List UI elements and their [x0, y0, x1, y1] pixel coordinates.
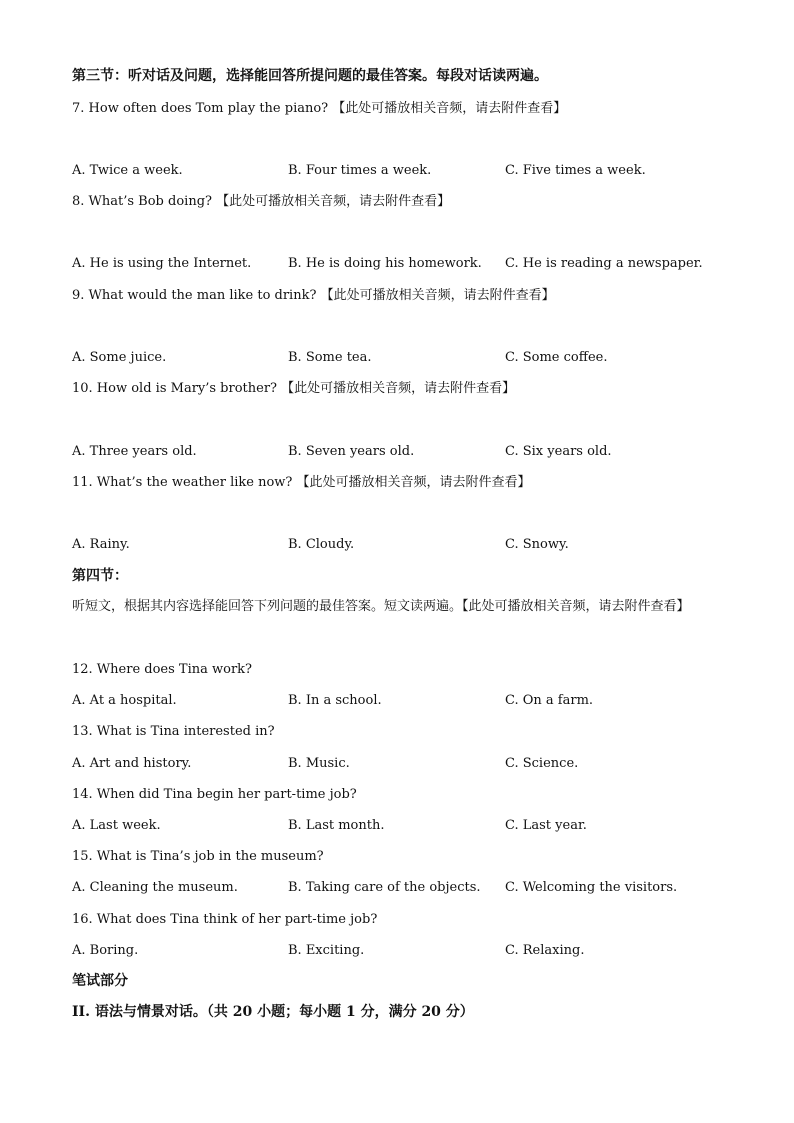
section3-header: 第三节：听对话及问题，选择能回答所提问题的最佳答案。每段对话读两遍。	[72, 68, 548, 84]
question-13: 13. What is Tina interested in?	[72, 724, 275, 739]
q14-option-c: C. Last year.	[505, 818, 587, 833]
q14-option-a: A. Last week.	[72, 818, 161, 833]
q16-option-c: C. Relaxing.	[505, 943, 585, 958]
section4-instruction: 听短文，根据其内容选择能回答下列问题的最佳答案。短文读两遍。【此处可播放相关音频，请去附件查看】	[72, 599, 690, 614]
question-12: 12. Where does Tina work?	[72, 662, 253, 677]
q7-option-b: B. Four times a week.	[288, 163, 432, 178]
question-10: 10. How old is Mary’s brother? 【此处可播放相关音频，请去附件查看】	[72, 381, 516, 396]
q12-option-c: C. On a farm.	[505, 693, 594, 708]
question-14: 14. When did Tina begin her part-time job?	[72, 787, 357, 802]
q11-option-c: C. Snowy.	[505, 537, 569, 552]
q16-option-a: A. Boring.	[72, 943, 139, 958]
q8-option-b: B. He is doing his homework.	[288, 256, 482, 271]
q15-option-a: A. Cleaning the museum.	[72, 880, 238, 895]
q9-option-a: A. Some juice.	[72, 350, 167, 365]
q16-option-b: B. Exciting.	[288, 943, 365, 958]
q13-option-a: A. Art and history.	[72, 756, 192, 771]
question-16: 16. What does Tina think of her part-time job?	[72, 912, 378, 927]
section4-header: 第四节：	[72, 568, 128, 584]
question-9: 9. What would the man like to drink? 【此处可播放相关音频，请去附件查看】	[72, 288, 555, 303]
q8-option-c: C. He is reading a newspaper.	[505, 256, 703, 271]
question-15: 15. What is Tina’s job in the museum?	[72, 849, 324, 864]
part2-header: II. 语法与情景对话。（共 20 小题；每小题 1 分，满分 20 分）	[72, 1004, 474, 1020]
q13-option-c: C. Science.	[505, 756, 579, 771]
question-7: 7. How often does Tom play the piano? 【此处可播放相关音频，请去附件查看】	[72, 101, 567, 116]
q8-option-a: A. He is using the Internet.	[72, 256, 252, 271]
written-section-header: 笔试部分	[72, 973, 128, 989]
q13-option-b: B. Music.	[288, 756, 350, 771]
question-8: 8. What’s Bob doing? 【此处可播放相关音频，请去附件查看】	[72, 194, 451, 209]
q9-option-b: B. Some tea.	[288, 350, 372, 365]
q10-option-b: B. Seven years old.	[288, 444, 415, 459]
q11-option-b: B. Cloudy.	[288, 537, 355, 552]
q15-option-c: C. Welcoming the visitors.	[505, 880, 678, 895]
q9-option-c: C. Some coffee.	[505, 350, 608, 365]
q10-option-a: A. Three years old.	[72, 444, 197, 459]
q7-option-a: A. Twice a week.	[72, 163, 183, 178]
q12-option-b: B. In a school.	[288, 693, 382, 708]
q15-option-b: B. Taking care of the objects.	[288, 880, 481, 895]
q14-option-b: B. Last month.	[288, 818, 385, 833]
question-11: 11. What’s the weather like now? 【此处可播放相关音频，请去附件查看】	[72, 475, 531, 490]
q10-option-c: C. Six years old.	[505, 444, 612, 459]
q11-option-a: A. Rainy.	[72, 537, 130, 552]
q7-option-c: C. Five times a week.	[505, 163, 646, 178]
q12-option-a: A. At a hospital.	[72, 693, 177, 708]
